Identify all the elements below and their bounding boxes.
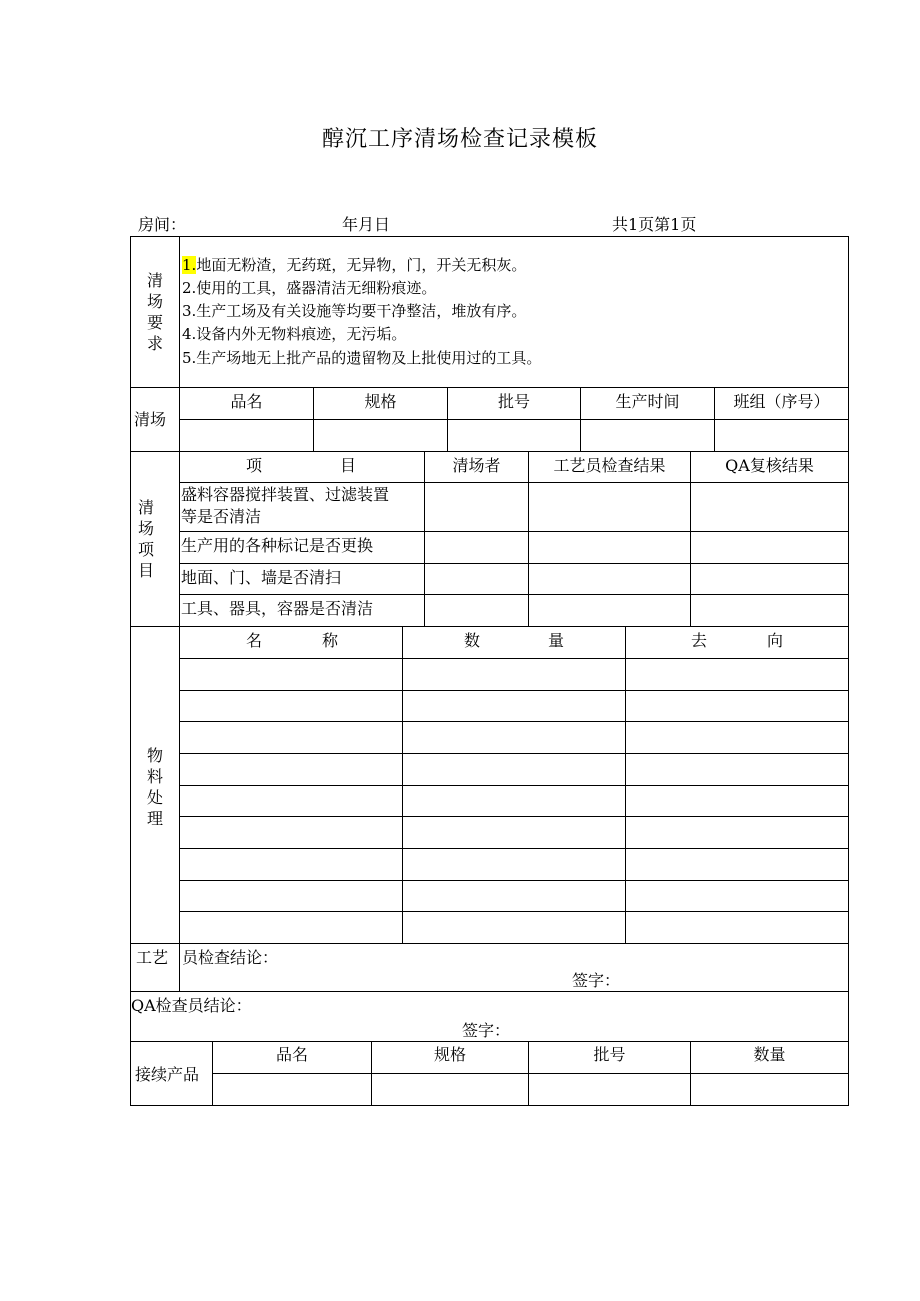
header-material-name: 名 称: [246, 631, 338, 650]
header-next-quantity: 数量: [753, 1045, 786, 1064]
requirement-item: 2.使用的工具，盛器清洁无细粉痕迹。: [182, 279, 437, 297]
qa-conclusion-text: QA检查员结论：: [131, 996, 252, 1015]
check-item-row: 地面、门、墙是否清扫: [181, 568, 342, 587]
craft-signature: 签字：: [572, 971, 621, 990]
requirements-label: 清 场 要 求: [146, 271, 163, 353]
check-item-row: 生产用的各种标记是否更换: [181, 536, 374, 555]
header-next-name: 品名: [275, 1045, 308, 1064]
header-next-spec: 规格: [433, 1045, 466, 1064]
header-inspector-result: 工艺员检查结果: [553, 456, 666, 475]
clearance-label: 清场: [134, 410, 167, 429]
items-check-label: 清 场 项 目: [137, 498, 154, 580]
requirement-item: 5.生产场地无上批产品的遗留物及上批使用过的工具。: [182, 349, 542, 367]
room-label: 房间：: [138, 215, 187, 234]
header-next-batch: 批号: [593, 1045, 626, 1064]
qa-signature: 签字：: [462, 1021, 511, 1040]
craft-conclusion-text: 员检查结论：: [182, 948, 279, 967]
requirement-item: 1.地面无粉渣，无药斑，无异物，门，开关无积灰。: [182, 256, 527, 274]
header-item: 项 目: [246, 456, 356, 475]
highlight-marker: 1.: [182, 256, 197, 274]
header-material-quantity: 数 量: [464, 631, 564, 650]
page-title: 醇沉工序清场检查记录模板: [321, 127, 598, 152]
material-label: 物 料 处 理: [146, 746, 163, 828]
header-team: 班组（序号）: [733, 392, 830, 411]
header-qa-result: QA复核结果: [725, 456, 814, 475]
craft-conclusion-label: 工艺: [136, 948, 169, 967]
header-production-time: 生产时间: [615, 392, 680, 411]
date-label: 年月日: [342, 215, 391, 234]
check-item-row: 盛料容器搅拌装置、过滤装置 等是否清洁: [181, 485, 390, 526]
header-batch: 批号: [497, 392, 530, 411]
header-spec: 规格: [364, 392, 397, 411]
requirement-item: 3.生产工场及有关设施等均要干净整洁，堆放有序。: [182, 302, 527, 320]
page-info: 共1页第1页: [612, 215, 697, 234]
requirement-item: 4.设备内外无物料痕迹，无污垢。: [182, 325, 407, 343]
check-item-row: 工具、器具，容器是否清洁: [181, 599, 374, 618]
header-product-name: 品名: [230, 392, 263, 411]
header-material-destination: 去 向: [691, 631, 783, 650]
next-product-label: 接续产品: [135, 1065, 200, 1084]
header-cleaner: 清场者: [452, 456, 501, 475]
